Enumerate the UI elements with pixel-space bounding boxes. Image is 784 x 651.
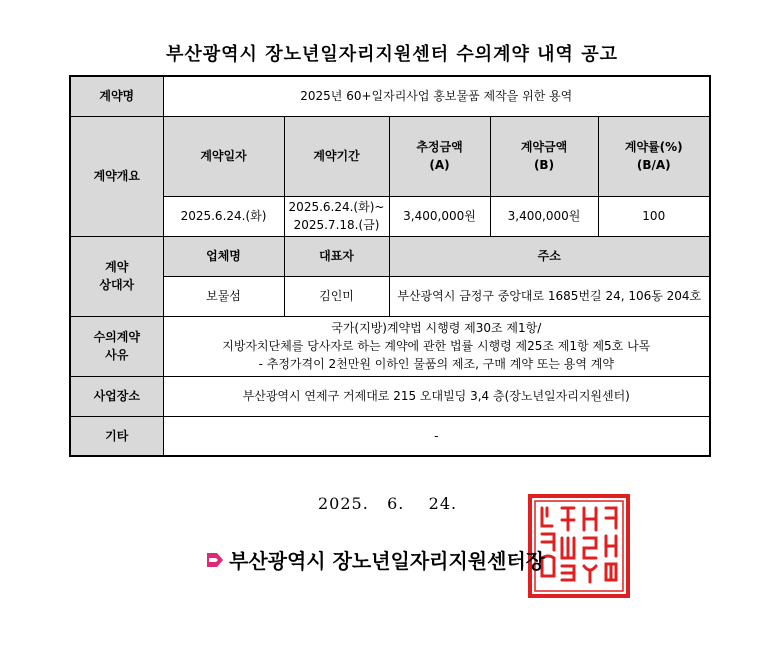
header-estimate-amount (389, 116, 490, 196)
header-address: 주소 (389, 236, 710, 276)
header-contract-amount-line1: 계약금액 (520, 140, 568, 154)
contract-rate-value: 100 (598, 196, 710, 236)
address-value: 부산광역시 금정구 중앙대로 1685번길 24, 106동 204호 (389, 276, 710, 316)
reason-label-line2: 사유 (105, 348, 129, 362)
reason-label-line1: 수의계약 (93, 330, 140, 344)
header-contract-rate-line1: 계약률(%) (624, 140, 683, 154)
contract-period-value (284, 196, 389, 236)
notice-date: 2025. 6. 24. (318, 494, 458, 513)
overview-label: 계약개요 (70, 116, 163, 236)
site-value: 부산광역시 연제구 거제대로 215 오대빌딩 3,4 층(장노년일자리지원센터) (163, 376, 710, 416)
header-company-name: 업체명 (163, 236, 284, 276)
contract-notice-table (69, 75, 711, 457)
party-label-line1: 계약 (105, 260, 129, 274)
header-contract-period: 계약기간 (284, 116, 389, 196)
reason-value (163, 316, 710, 376)
signatory-name: 부산광역시 장노년일자리지원센터장 (229, 549, 546, 573)
contract-name-label: 계약명 (70, 76, 163, 116)
etc-value: - (163, 416, 710, 456)
estimate-amount-value: 3,400,000원 (389, 196, 490, 236)
header-contract-rate (598, 116, 710, 196)
page-title: 부산광역시 장노년일자리지원센터 수의계약 내역 공고 (166, 44, 618, 65)
busan-logo-icon (205, 550, 225, 570)
signatory (205, 545, 545, 574)
header-contract-amount (490, 116, 598, 196)
contract-name-value: 2025년 60+일자리사업 홍보물품 제작을 위한 용역 (163, 76, 710, 116)
contract-period-end: 2025.7.18.(금) (293, 218, 380, 232)
reason-line2: 지방자치단체를 당사자로 하는 계약에 관한 법률 시행령 제25조 제1항 제5호 나목 (222, 339, 651, 353)
party-label (70, 236, 163, 316)
header-contract-amount-line2: (B) (533, 158, 555, 172)
header-contract-rate-line2: (B/A) (636, 158, 671, 172)
reason-line3: - 추정가격이 2천만원 이하인 물품의 제조, 구매 계약 또는 용역 계약 (258, 357, 614, 371)
party-label-line2: 상대자 (99, 278, 135, 292)
header-contract-date: 계약일자 (163, 116, 284, 196)
representative-value: 김인미 (284, 276, 389, 316)
reason-label (70, 316, 163, 376)
header-estimate-amount-line1: 추정금액 (416, 140, 463, 154)
contract-period-start: 2025.6.24.(화)~ (288, 200, 385, 214)
etc-label: 기타 (70, 416, 163, 456)
site-label: 사업장소 (70, 376, 163, 416)
reason-line1: 국가(지방)계약법 시행령 제30조 제1항/ (331, 321, 542, 335)
contract-date-value: 2025.6.24.(화) (163, 196, 284, 236)
contract-amount-value: 3,400,000원 (490, 196, 598, 236)
header-estimate-amount-line2: (A) (429, 158, 450, 172)
header-representative: 대표자 (284, 236, 389, 276)
company-name-value: 보물섬 (163, 276, 284, 316)
